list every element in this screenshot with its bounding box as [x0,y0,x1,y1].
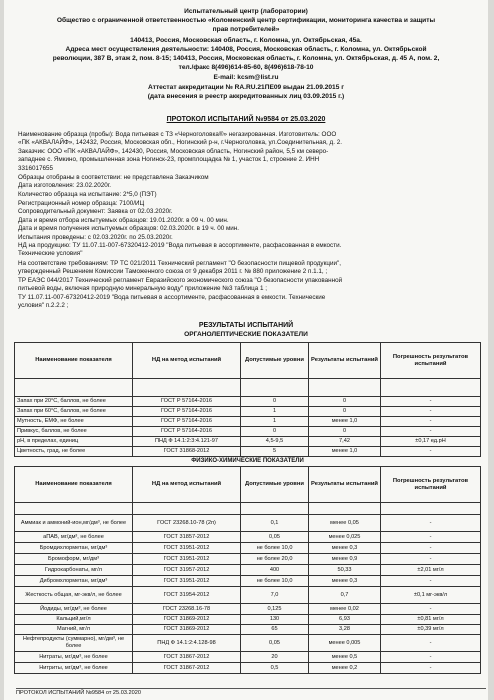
detail-line: Дата и время отбора испытуемых образцов: 19.01.2020г. в 09 ч. 00 мин. [18,217,229,224]
cell-limit: 0,05 [241,635,309,652]
cell-error: - [381,515,481,532]
cell-result: 0 [309,427,381,437]
cell-indicator: Жесткость общая, мг-экв/л, не более [15,587,133,604]
cell-indicator: Дибромхлорметан, мг/дм³ [15,576,133,587]
detail-line: ТР ЕАЭС 044/2017 Технический регламент Евразийского экономического союза "О безопасности упакованной [18,277,343,284]
table-row [15,397,481,407]
cell-indicator: Нитраты, мг/дм³, не более [15,652,133,663]
cell-result: 0 [309,407,381,417]
cell-indicator: Запах при 20°С, баллов, не более [15,397,133,407]
cell-method: ГОСТ Р 57164-2016 [133,417,241,427]
cell-indicator: Кальций,мг/л [15,615,133,625]
detail-line: Дата и время получения испытуемых образцов: 02.03.2020г. в 19 ч. 00 мин. [18,225,240,232]
column-header: Наименование показателя [15,467,133,503]
header-line: Адреса мест осуществления деятельности: 140408, Россия, Московская область, г. Коломна, ул. Октябрьской [65,46,427,53]
cell-method: ГОСТ 31857-2012 [133,532,241,543]
detail-line: Заказчик: ООО «ПК «АКВАЛАЙФ», 142430, Россия, Московская область, Ногинский район, 5,5 км северо- [18,148,329,155]
column-header: Допустимые уровни [241,467,309,503]
detail-line: Количество образца на испытание: 2*5,0 (ПЭТ) [18,191,157,198]
cell-result: менее 0,2 [309,663,381,674]
cell-result: менее 0,025 [309,532,381,543]
results-subtitle: ОРГАНОЛЕПТИЧЕСКИЕ ПОКАЗАТЕЛИ [184,331,308,338]
cell-limit: 400 [241,565,309,576]
header-line: Общество с ограниченной ответственностью «Коломенский центр сертификации, мониторинга качества и защиты [56,17,436,24]
detail-line: питьевой воды, включая природную минеральную воду" приложение №3 таблица 1 ; [18,285,268,292]
detail-line: Образцы отобраны в соответствии: не представлена Заказчиком [18,174,209,181]
section-row [15,457,481,467]
table-row [15,417,481,427]
cell-indicator: аПАВ, мг/дм³, не более [15,532,133,543]
cell-error: ±0,81 мг/л [381,615,481,625]
cell-limit: 130 [241,615,309,625]
header-line: тел./факс 8(496)614-85-60, 8(496)618-78-10 [178,64,314,71]
cell-error: - [381,554,481,565]
cell-method: ГОСТ 31957-2012 [133,565,241,576]
detail-line: Регистрационный номер образца: 7100/ИЦ [18,200,145,207]
protocol-title: ПРОТОКОЛ ИСПЫТАНИЙ №9584 от 25.03.2020 [166,116,326,123]
cell-limit: 0 [241,397,309,407]
cell-method: ГОСТ Р 57164-2016 [133,407,241,417]
cell-result: менее 0,05 [309,515,381,532]
cell-limit: 65 [241,625,309,635]
cell-result: 0 [309,397,381,407]
page-footer: ПРОТОКОЛ ИСПЫТАНИЙ №9584 от 25.03.2020 [16,690,141,696]
cell-limit: не более 10,0 [241,543,309,554]
cell-limit: 20 [241,652,309,663]
footer-divider [16,688,486,689]
column-header: Результаты испытаний [309,343,381,379]
cell-error: ±0,17 ед.рН [381,437,481,447]
cell-indicator: Гидрокарбонаты, мг/л [15,565,133,576]
cell-error: - [381,604,481,615]
cell-indicator: Цветность, град, не более [15,447,133,457]
cell-error: - [381,635,481,652]
cell-method: ГОСТ 31951-2012 [133,543,241,554]
cell-limit: не более 20,0 [241,554,309,565]
cell-limit: 7,0 [241,587,309,604]
cell-indicator: Бромоформ, мг/дм³ [15,554,133,565]
detail-line: условия" п.2.2.2 ; [18,302,69,309]
cell-result: менее 0,3 [309,543,381,554]
table-row [15,447,481,457]
cell-error: - [381,407,481,417]
header-line: революции, 387 В, этаж 2, пом. 8-15; 140413, Россия, Московская область, г. Коломна, ул. Октябрьская, д. 45 А, пом. 2, [52,55,440,62]
header-line: (дата внесения в реестр аккредитованных лиц 03.09.2015 г.) [147,93,345,100]
cell-error: ±0,1 мг-экв/л [381,587,481,604]
header-line: прав потребителей» [212,26,280,33]
section-title: ФИЗИКО-ХИМИЧЕСКИЕ ПОКАЗАТЕЛИ [15,457,481,467]
cell-method: ГОСТ 31869-2012 [133,615,241,625]
table-row [15,407,481,417]
results-title: РЕЗУЛЬТАТЫ ИСПЫТАНИЙ [198,322,294,329]
cell-error: - [381,447,481,457]
cell-error: - [381,652,481,663]
cell-indicator: Магний, мг/л [15,625,133,635]
cell-result: 3,28 [309,625,381,635]
cell-limit: 0 [241,427,309,437]
column-header: Погрешность результатов испытаний [381,343,481,379]
cell-error: - [381,417,481,427]
cell-error: - [381,576,481,587]
column-header: Наименование показателя [15,343,133,379]
table-row [15,576,481,587]
cell-result: менее 1,0 [309,447,381,457]
cell-limit: 5 [241,447,309,457]
cell-error: - [381,427,481,437]
cell-result: 0,7 [309,587,381,604]
cell-indicator: Нефтепродукты (суммарно), мг/дм³, не более [15,635,133,652]
detail-line: Испытания проведены: с 02.03.2020г. по 25.03.2020г. [18,234,173,241]
cell-limit: 0,1 [241,515,309,532]
cell-indicator: Запах при 60°С, баллов, не более [15,407,133,417]
cell-indicator: Бромдихлорметан, мг/дм³ [15,543,133,554]
cell-result: менее 0,5 [309,652,381,663]
column-header: Погрешность результатов испытаний [381,467,481,503]
table-header-row [15,343,481,379]
cell-method: ГОСТ 31869-2012 [133,625,241,635]
cell-method: ПНД Ф 14.1:2:3:4.121-97 [133,437,241,447]
detail-line: «ПК «АКВАЛАЙФ», 142432, Россия, Московская обл., Ногинский р-н, г.Черноголовка, ул.Соединительная, д. 2. [18,139,342,146]
cell-result: 50,33 [309,565,381,576]
detail-line: Сопроводительный документ: Заявка от 02.03.2020г. [18,208,173,215]
cell-limit: не более 10,0 [241,576,309,587]
cell-error: - [381,543,481,554]
cell-method: ГОСТ 31951-2012 [133,554,241,565]
cell-indicator: Нитриты, мг/дм³, не более [15,663,133,674]
detail-line: ТУ 11.07.11-007-67320412-2019 "Вода питьевая в ассортименте, расфасованная в емкости. Технические [18,294,326,301]
header-line: Испытательный центр (лаборатории) [184,8,308,15]
cell-method: ГОСТ 31954-2012 [133,587,241,604]
detail-line: 3316017655 [18,165,54,172]
cell-indicator: Привкус, баллов, не более [15,427,133,437]
table-row [15,565,481,576]
table-header-row [15,467,481,503]
cell-method: ГОСТ 23268.10-78 (2п) [133,515,241,532]
table-row [15,604,481,615]
cell-error: - [381,397,481,407]
detail-line: утвержденный Решением Комиссии Таможенного союза от 9 декабря 2011 г. № 880 приложение 2 п.1.1, ; [18,268,328,275]
column-header: Результаты испытаний [309,467,381,503]
table-row [15,652,481,663]
table-row [15,543,481,554]
cell-error: ±2,01 мг/л [381,565,481,576]
table-row [15,515,481,532]
cell-result: менее 1,0 [309,417,381,427]
table-row [15,532,481,543]
column-header: Допустимые уровни [241,343,309,379]
cell-method: ГОСТ 23268.16-78 [133,604,241,615]
table-row [15,427,481,437]
cell-method: ПНД Ф 14.1:2:4.128-98 [133,635,241,652]
cell-error: ±0,39 мг/л [381,625,481,635]
cell-result: менее 0,005 [309,635,381,652]
cell-limit: 0,05 [241,532,309,543]
cell-result: 6,93 [309,615,381,625]
cell-limit: 1 [241,407,309,417]
cell-method: ГОСТ Р 57164-2016 [133,397,241,407]
table-row [15,663,481,674]
cell-indicator: Мутность, ЕМФ, не более [15,417,133,427]
cell-limit: 4,5-9,5 [241,437,309,447]
detail-line: На соответствие требованиям: ТР ТС 021/2011 Технический регламент "О безопасности пищевой продукции", [18,260,341,267]
cell-result: менее 0,3 [309,576,381,587]
document-page [4,0,488,700]
detail-line: Наименование образца (пробы): Вода питьевая с ТЗ «Черноголовка®» негазированная. Изготовитель: ООО [18,131,337,138]
table-row [15,625,481,635]
cell-result: менее 0,9 [309,554,381,565]
header-line: Аттестат аккредитации № RA.RU.21ПЕ09 выдан 21.09.2015 г [148,84,344,91]
table-row [15,615,481,625]
detail-line: Дата изготовления: 23.02.2020г. [18,182,112,189]
header-line: E-mail: kcsm@list.ru [213,74,279,81]
detail-line: Технические условия" [18,250,83,257]
cell-error: - [381,663,481,674]
cell-method: ГОСТ 31867-2012 [133,663,241,674]
cell-method: ГОСТ 31951-2012 [133,576,241,587]
cell-indicator: Йодиды, мг/дм³, не более [15,604,133,615]
column-header: НД на метод испытаний [133,343,241,379]
table-row [15,587,481,604]
cell-limit: 0,125 [241,604,309,615]
cell-result: 7,42 [309,437,381,447]
cell-limit: 1 [241,417,309,427]
column-header: НД на метод испытаний [133,467,241,503]
cell-error: - [381,532,481,543]
table-row [15,437,481,447]
cell-method: ГОСТ 31867-2012 [133,652,241,663]
cell-result: менее 0,02 [309,604,381,615]
detail-line: НД на продукцию: ТУ 11.07.11-007-67320412-2019 "Вода питьевая в ассортименте, расфасованная в емкости. [18,242,342,249]
cell-limit: 0,5 [241,663,309,674]
cell-method: ГОСТ Р 57164-2016 [133,427,241,437]
results-table [14,342,481,674]
header-line: 140413, Россия, Московская область, г. Коломна, ул. Октябрьская, 45а. [130,37,362,44]
cell-indicator: рН, в пределах, единиц [15,437,133,447]
table-row [15,635,481,652]
table-row [15,554,481,565]
detail-line: западнее с. Ямкино, промышленная зона Ногинск-23, промплощадка № 1, участок 1, строение 2. ИНН [18,156,320,163]
cell-indicator: Аммиак и аммоний-ион,мг/дм³, не более [15,515,133,532]
cell-method: ГОСТ 31868-2012 [133,447,241,457]
